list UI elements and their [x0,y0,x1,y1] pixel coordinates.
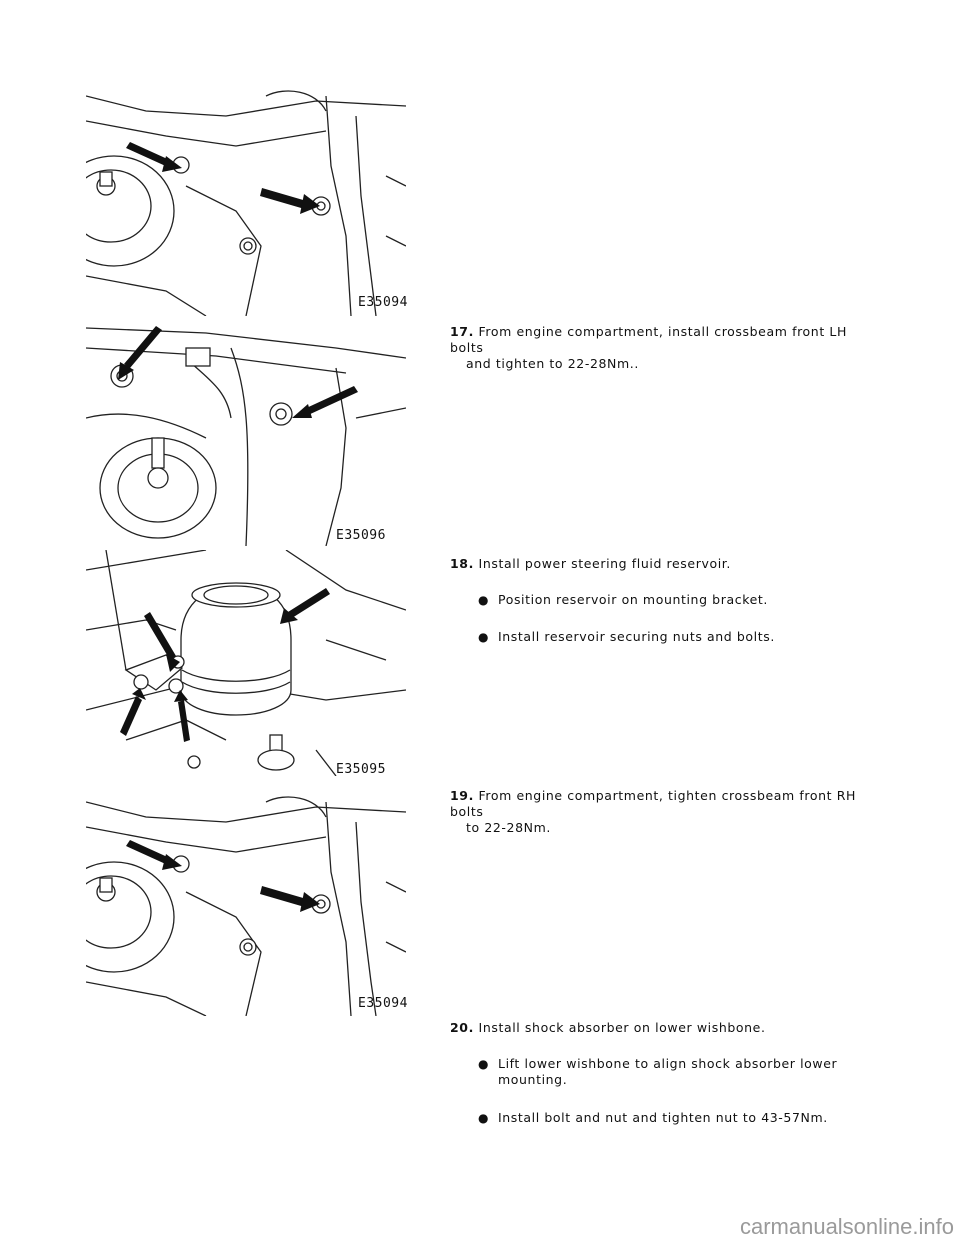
bullet-icon: ● [478,1111,490,1125]
bullet-icon: ● [478,630,490,644]
figure-e35096 [86,318,406,546]
power-steering-reservoir-illustration [86,550,406,776]
step-20-bullet-1 [478,1056,878,1088]
step-text: Install power steering fluid reservoir. [478,556,731,571]
figure-caption: E35096 [336,528,386,543]
step-number: 18. [450,556,474,571]
bullet-icon: ● [478,1057,490,1071]
step-text-continued: to 22-28Nm. [466,820,551,835]
figure-e35094-top [86,76,406,316]
step-text-continued: and tighten to 22-28Nm.. [466,356,639,371]
bullet-text-continued: mounting. [498,1072,568,1087]
step-number: 20. [450,1020,474,1035]
bullet-text: Lift lower wishbone to align shock absorber lower [498,1056,838,1071]
step-17 [450,324,870,372]
step-text: Install shock absorber on lower wishbone. [478,1020,766,1035]
figure-e35095 [86,550,406,776]
step-number: 17. [450,324,474,339]
figure-caption: E35095 [336,762,386,777]
step-18-bullet-1 [478,592,878,608]
bullet-text: Install reservoir securing nuts and bolts. [498,629,775,644]
bullet-text: Install bolt and nut and tighten nut to 43-57Nm. [498,1110,828,1125]
step-18-bullet-2 [478,629,878,645]
step-text: From engine compartment, install crossbeam front LH bolts [450,324,847,355]
step-18 [450,556,870,572]
crossbeam-bolts-illustration [86,76,406,316]
step-20 [450,1020,870,1036]
step-19 [450,788,870,836]
watermark-footer: carmanualsonline.info [739,1214,954,1239]
crossbeam-lh-bolts-illustration [86,318,406,546]
bullet-text: Position reservoir on mounting bracket. [498,592,768,607]
bullet-icon: ● [478,593,490,607]
step-number: 19. [450,788,474,803]
figure-caption: E35094 [358,295,408,310]
crossbeam-rh-bolts-illustration [86,782,406,1016]
step-text: From engine compartment, tighten crossbeam front RH bolts [450,788,857,819]
figure-caption: E35094 [358,996,408,1011]
figure-e35094-bottom [86,782,406,1016]
step-20-bullet-2 [478,1110,878,1126]
